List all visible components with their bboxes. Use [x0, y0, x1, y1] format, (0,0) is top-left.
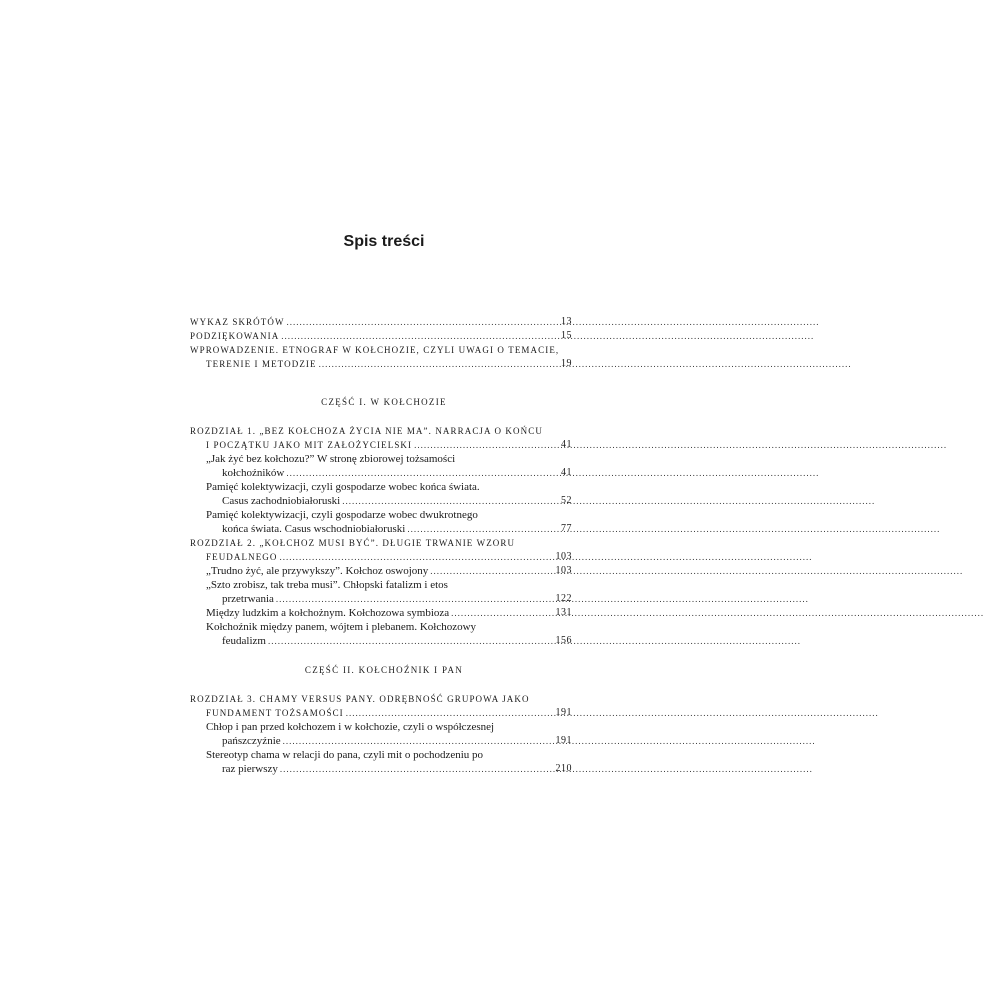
leader-dots — [342, 494, 875, 508]
toc-page-number: 19 — [561, 358, 572, 369]
toc-entry-label-line: ROZDZIAŁ 2. „KOŁCHOZ MUSI BYĆ”. DŁUGIE TRWANIE WZORU — [190, 538, 516, 548]
toc-page-number: 103 — [555, 551, 572, 562]
toc-page-number: 41 — [561, 467, 572, 478]
toc-entry-chapter-3[interactable] — [190, 692, 572, 720]
toc-entry-section[interactable] — [190, 720, 572, 748]
toc-entry-acknowledgements[interactable] — [190, 329, 572, 343]
toc-entry-section[interactable] — [190, 564, 572, 578]
toc-entry-label-line: „Szto zrobisz, tak treba musi”. Chłopski fatalizm i etos — [206, 579, 448, 591]
toc-entry-label: Między ludzkim a kołchożnym. Kołchozowa symbioza — [206, 607, 450, 619]
toc-page-number: 131 — [555, 607, 572, 618]
toc-entry-label: przetrwania — [222, 593, 274, 605]
toc-entry-section[interactable] — [190, 606, 572, 620]
toc-page-number: 52 — [561, 495, 572, 506]
toc-entry-label: I POCZĄTKU JAKO MIT ZAŁOŻYCIELSKI — [206, 440, 413, 450]
leader-dots — [346, 706, 879, 720]
toc-page-number: 103 — [555, 565, 572, 576]
toc-entry-label: pańszczyźnie — [222, 735, 281, 747]
toc-page-number: 210 — [555, 763, 572, 774]
toc-entry-label-line: WPROWADZENIE. ETNOGRAF W KOŁCHOZIE, CZYLI UWAGI O TEMACIE, — [190, 345, 560, 355]
toc-entry-label: PODZIĘKOWANIA — [190, 331, 280, 341]
toc-entry-section[interactable] — [190, 508, 572, 536]
toc-entry-label: końca świata. Casus wschodniobiałoruski — [222, 523, 406, 535]
toc-entry-label-line: Stereotyp chama w relacji do pana, czyli mit o pochodzeniu po — [206, 749, 484, 761]
toc-page-number: 191 — [555, 707, 572, 718]
toc-entry-section[interactable] — [190, 452, 572, 480]
toc-entry-label: FUNDAMENT TOŻSAMOŚCI — [206, 708, 344, 718]
toc-entry-chapter-1[interactable] — [190, 424, 572, 452]
toc-page-number: 191 — [555, 735, 572, 746]
toc-page-number: 77 — [561, 523, 572, 534]
leader-dots — [319, 357, 852, 371]
toc-entry-section[interactable] — [190, 620, 572, 648]
toc-entry-label: raz pierwszy — [222, 763, 278, 775]
toc-entry-section[interactable] — [190, 480, 572, 508]
leader-dots — [407, 522, 940, 536]
toc-entry-introduction[interactable] — [190, 343, 572, 371]
toc-entry-label-line: Chłop i pan przed kołchozem i w kołchozie, czyli o współczesnej — [206, 721, 495, 733]
toc-page-number: 41 — [561, 439, 572, 450]
toc-entry-label: kołchoźników — [222, 467, 285, 479]
toc-page-number: 156 — [555, 635, 572, 646]
toc-entry-label-line: Pamięć kolektywizacji, czyli gospodarze wobec końca świata. — [206, 481, 480, 493]
toc-entry-label-line: ROZDZIAŁ 1. „BEZ KOŁCHOZA ŻYCIA NIE MA”. NARRACJA O KOŃCU — [190, 426, 543, 436]
toc-entry-label-line: Kołchoźnik między panem, wójtem i plebanem. Kołchozowy — [206, 621, 477, 633]
toc-entry-label-line: Pamięć kolektywizacji, czyli gospodarze wobec dwukrotnego — [206, 509, 478, 521]
part-2-heading: CZĘŚĆ II. KOŁCHOŹNIK I PAN — [304, 665, 464, 675]
toc-entry-label: TERENIE I METODZIE — [206, 359, 317, 369]
leader-dots — [414, 438, 947, 452]
page-title: Spis treści — [343, 233, 425, 250]
toc-entry-label: feudalizm — [222, 635, 266, 647]
toc-entry-label: Casus zachodniobiałoruski — [222, 495, 341, 507]
toc-entry-label-line: „Jak żyć bez kołchozu?” W stronę zbiorowej tożsamości — [206, 453, 456, 465]
toc-entry-label: FEUDALNEGO — [206, 552, 278, 562]
leader-dots — [430, 564, 963, 578]
toc-entry-abbreviations[interactable] — [190, 315, 572, 329]
toc-page-number: 15 — [561, 330, 572, 341]
toc-entry-label-line: ROZDZIAŁ 3. CHAMY VERSUS PANY. ODRĘBNOŚĆ GRUPOWA JAKO — [190, 694, 530, 704]
toc-page-number: 122 — [555, 593, 572, 604]
toc-page-number: 13 — [561, 316, 572, 327]
toc-entry-label: WYKAZ SKRÓTÓW — [190, 317, 285, 327]
toc-entry-section[interactable] — [190, 748, 572, 776]
toc-entry-label: „Trudno żyć, ale przywykszy”. Kołchoz oswojony — [206, 565, 429, 577]
part-1-heading: CZĘŚĆ I. W KOŁCHOZIE — [321, 397, 447, 407]
toc-entry-chapter-2[interactable] — [190, 536, 572, 564]
toc-entry-section[interactable] — [190, 578, 572, 606]
